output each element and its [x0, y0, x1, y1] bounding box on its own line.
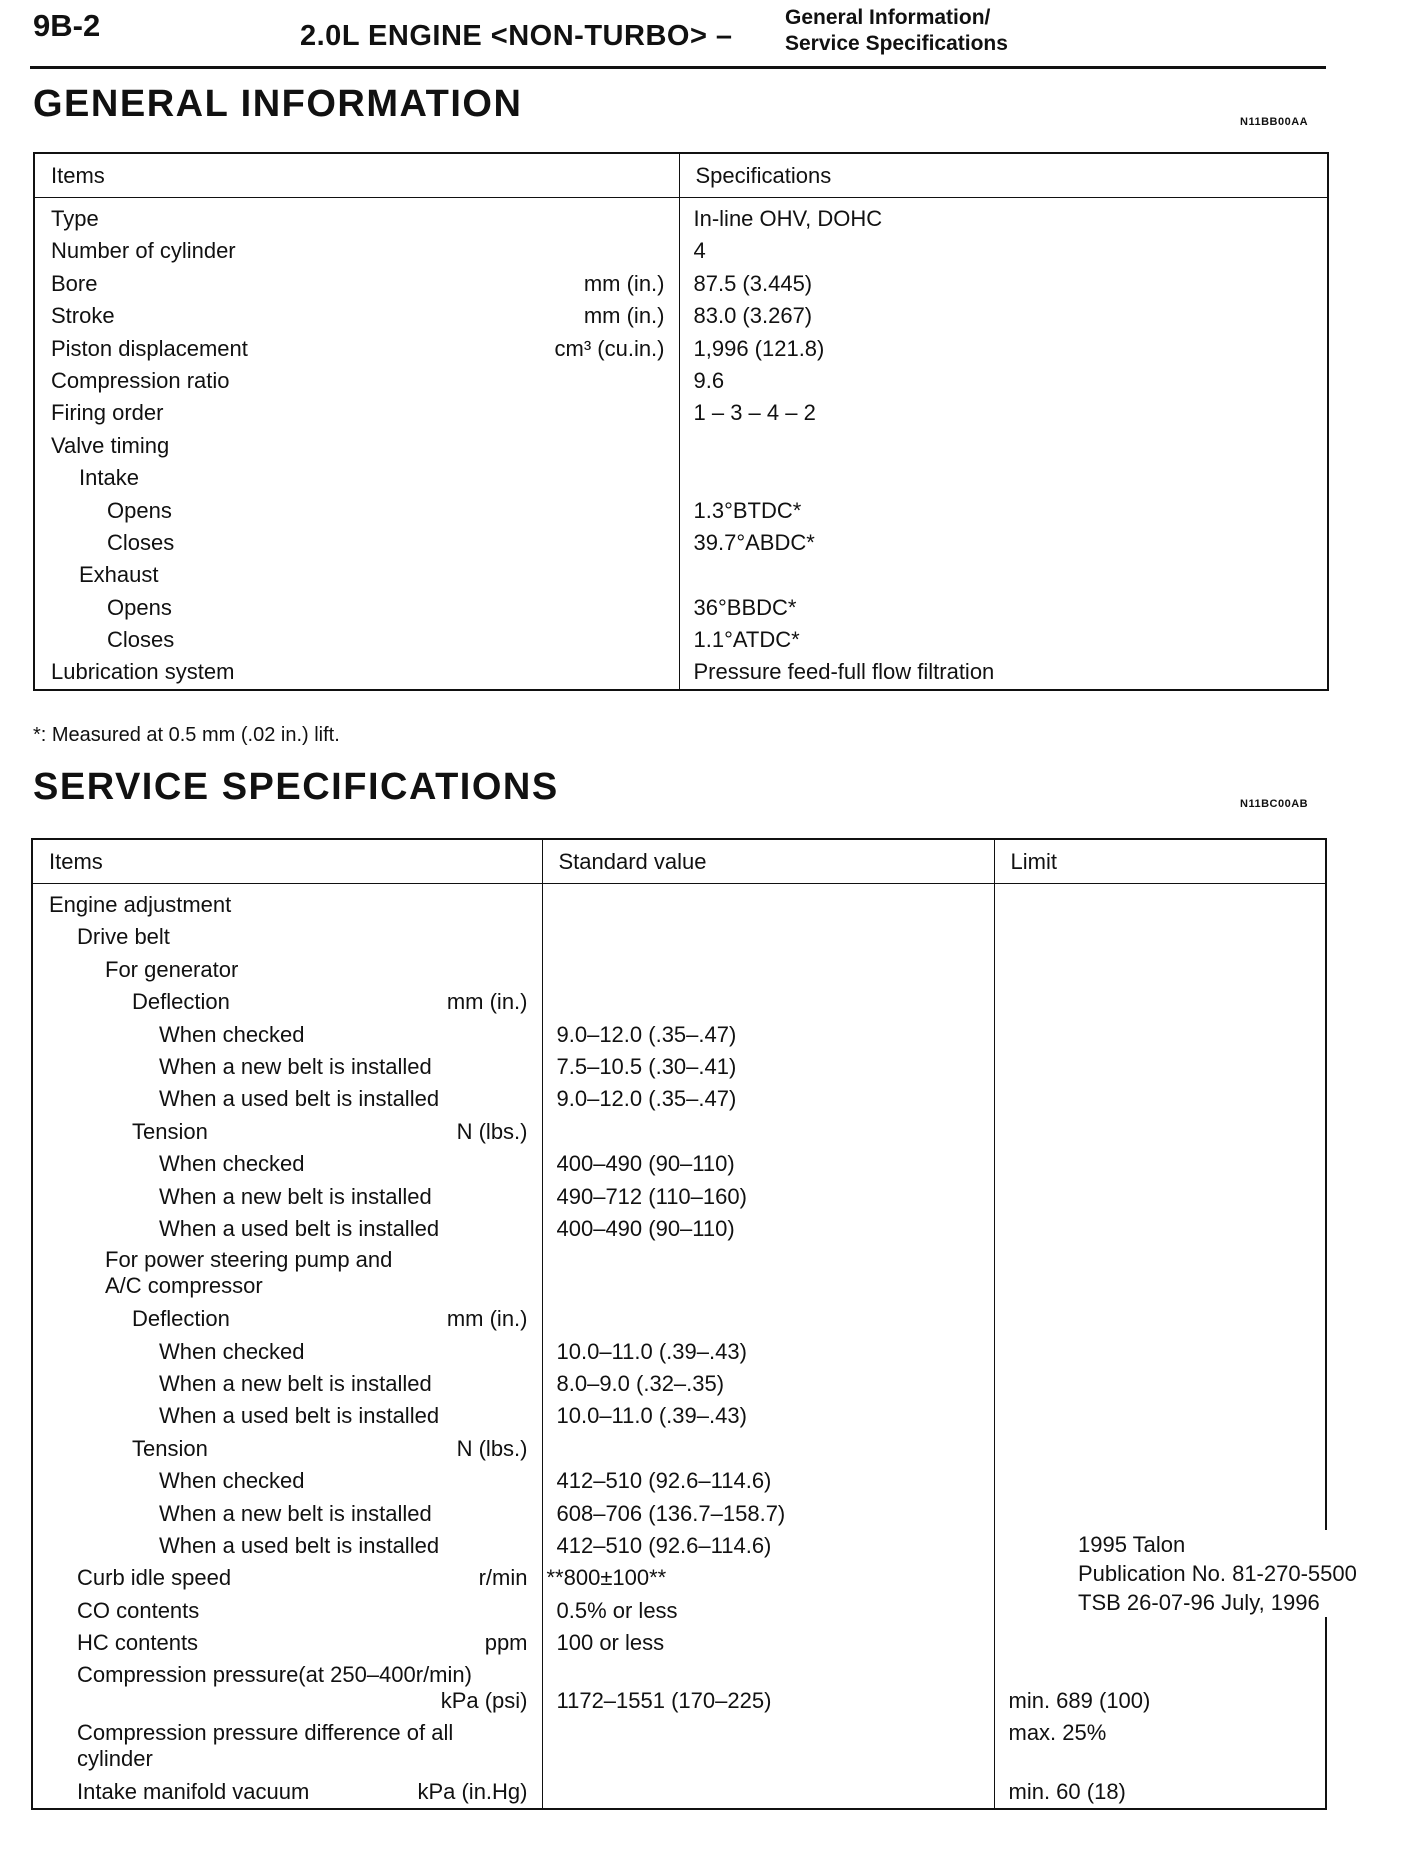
standard-value — [543, 1245, 994, 1303]
publication-number: Publication No. 81-270-5500 — [1078, 1561, 1357, 1586]
table-row-item — [35, 430, 679, 462]
standard-value: 9.0–12.0 (.35–.47) — [556, 1021, 737, 1047]
standard-value: 9.0–12.0 (.35–.47) — [556, 1086, 737, 1112]
item-unit: mm (in.) — [583, 270, 665, 296]
limit-value — [995, 889, 1326, 921]
standard-value — [543, 1776, 994, 1808]
item-label: When checked — [159, 1021, 305, 1047]
limit-value — [995, 1627, 1326, 1659]
spec-value: 36°BBDC* — [693, 594, 797, 620]
item-label: Bore — [51, 270, 98, 296]
spec-value — [680, 462, 1328, 494]
item-label: When checked — [159, 1151, 305, 1177]
item-label: Compression pressure(at 250–400r/min) — [77, 1661, 472, 1687]
item-label: Lubrication system — [51, 659, 235, 685]
item-label: Curb idle speed — [77, 1565, 232, 1591]
item-label: Valve timing — [51, 432, 170, 458]
spec-value — [680, 559, 1328, 591]
table-row-item — [33, 1530, 542, 1562]
standard-value — [543, 1718, 994, 1776]
items-column — [34, 198, 679, 690]
table-row-item — [33, 1245, 542, 1303]
item-label: Closes — [107, 529, 175, 555]
standard-value — [543, 986, 994, 1018]
section-title — [785, 5, 1008, 57]
item-label: Drive belt — [77, 924, 170, 950]
table-row-item — [33, 1083, 542, 1115]
spec-value: 1 – 3 – 4 – 2 — [693, 400, 816, 426]
limit-value: min. 689 (100) — [1008, 1687, 1151, 1713]
item-label: When a used belt is installed — [159, 1403, 440, 1429]
general-info-body — [34, 198, 1328, 690]
table-row-item — [33, 1400, 542, 1432]
item-label: Tension — [132, 1118, 208, 1144]
table-row-item — [33, 1336, 542, 1368]
table-row-item — [33, 1562, 542, 1594]
table-row-item — [33, 1303, 542, 1335]
item-label: For generator — [105, 956, 239, 982]
standard-value: **800±100** — [546, 1565, 667, 1591]
table-row-item — [33, 1718, 542, 1776]
limit-value — [995, 1213, 1326, 1245]
item-unit: r/min — [478, 1565, 528, 1591]
section-title-line1: General Information/ — [785, 6, 991, 29]
items-column-header: Items — [34, 153, 679, 198]
standard-value: 412–510 (92.6–114.6) — [556, 1533, 772, 1559]
limit-value — [995, 954, 1326, 986]
standard-value: 8.0–9.0 (.32–.35) — [556, 1371, 725, 1397]
table-row-item — [35, 495, 679, 527]
spec-value: 9.6 — [693, 367, 725, 393]
standard-column-header: Standard value — [542, 839, 994, 884]
table-row-item — [35, 397, 679, 429]
limit-value: max. 25% — [1008, 1719, 1107, 1745]
items-column-header: Items — [32, 839, 542, 884]
item-label: When checked — [159, 1468, 305, 1494]
section-title-line2: Service Specifications — [785, 32, 1008, 55]
table-header-row — [32, 839, 1326, 884]
table-row-item — [33, 1116, 542, 1148]
item-label: When a used belt is installed — [159, 1215, 440, 1241]
item-label: Compression ratio — [51, 367, 230, 393]
item-label: Tension — [132, 1435, 208, 1461]
item-unit: mm (in.) — [446, 1306, 528, 1332]
item-label: Type — [51, 206, 99, 231]
publication-info — [1072, 1530, 1363, 1617]
standard-value — [543, 954, 994, 986]
limit-value — [995, 1181, 1326, 1213]
table-row-item — [35, 365, 679, 397]
table-row-item — [35, 462, 679, 494]
item-unit: mm (in.) — [446, 989, 528, 1015]
limit-column-header: Limit — [994, 839, 1326, 884]
spec-value: In-line OHV, DOHC — [693, 206, 883, 231]
table-row-item — [35, 527, 679, 559]
item-label: When checked — [159, 1338, 305, 1364]
table-row-item — [33, 986, 542, 1018]
item-label: Stroke — [51, 303, 115, 329]
specs-column — [679, 198, 1328, 690]
item-label: When a new belt is installed — [159, 1053, 432, 1079]
item-label: Opens — [107, 594, 172, 620]
limit-column — [994, 884, 1326, 1809]
header-divider — [30, 66, 1326, 69]
standard-column — [542, 884, 994, 1809]
item-label: Deflection — [132, 989, 230, 1015]
chapter-title: 2.0L ENGINE <NON-TURBO> – — [300, 20, 733, 52]
table-row-item — [35, 592, 679, 624]
table-row-item — [33, 1213, 542, 1245]
spec-value: 83.0 (3.267) — [693, 303, 813, 329]
limit-value — [995, 1051, 1326, 1083]
item-unit: kPa (psi) — [440, 1687, 528, 1713]
standard-value: 10.0–11.0 (.39–.43) — [556, 1403, 747, 1429]
item-label: When a used belt is installed — [159, 1533, 440, 1559]
table-row-item — [33, 1148, 542, 1180]
limit-value — [995, 1433, 1326, 1465]
item-label: For power steering pump and A/C compressor — [105, 1247, 393, 1299]
spec-value: 1.1°ATDC* — [693, 627, 800, 653]
standard-value — [543, 1303, 994, 1335]
table-row-item — [33, 954, 542, 986]
table-row-item — [33, 1465, 542, 1497]
item-label: When a new belt is installed — [159, 1371, 432, 1397]
item-label: Number of cylinder — [51, 238, 236, 264]
publication-vehicle: 1995 Talon — [1078, 1532, 1186, 1557]
general-info-table — [33, 152, 1329, 691]
spec-value — [680, 430, 1328, 462]
item-label: When a new belt is installed — [159, 1500, 432, 1526]
standard-value: 10.0–11.0 (.39–.43) — [556, 1338, 747, 1364]
table-row-item — [35, 203, 679, 235]
limit-value — [995, 1116, 1326, 1148]
limit-value — [995, 1303, 1326, 1335]
spec-value: Pressure feed-full flow filtration — [693, 659, 995, 685]
item-label: CO contents — [77, 1597, 200, 1623]
table-row-item — [33, 1660, 542, 1718]
table-row-item — [35, 300, 679, 332]
page-id: 9B-2 — [33, 8, 101, 43]
table-row-item — [33, 1595, 542, 1627]
standard-value: 608–706 (136.7–158.7) — [556, 1500, 786, 1526]
limit-value — [995, 1083, 1326, 1115]
item-label: Opens — [107, 497, 172, 523]
table-row-item — [33, 1627, 542, 1659]
item-unit: ppm — [484, 1630, 528, 1656]
standard-value: 490–712 (110–160) — [556, 1183, 747, 1209]
limit-value — [995, 1245, 1326, 1303]
table-row-item — [33, 1433, 542, 1465]
limit-value — [995, 1368, 1326, 1400]
service-specs-body — [32, 884, 1326, 1809]
item-label: Deflection — [132, 1306, 230, 1332]
table-row-item — [35, 268, 679, 300]
item-unit: kPa (in.Hg) — [417, 1778, 528, 1804]
spec-value: 39.7°ABDC* — [693, 529, 815, 555]
limit-value — [995, 1400, 1326, 1432]
table-row-item — [33, 921, 542, 953]
item-label: Engine adjustment — [49, 892, 232, 917]
publication-tsb: TSB 26-07-96 July, 1996 — [1078, 1590, 1320, 1615]
item-label: Compression pressure difference of all cylinder — [77, 1719, 454, 1771]
item-unit: mm (in.) — [583, 303, 665, 329]
table-row-item — [33, 1498, 542, 1530]
table-row-item — [33, 1368, 542, 1400]
items-column — [32, 884, 542, 1809]
standard-value — [543, 1116, 994, 1148]
item-label: Piston displacement — [51, 335, 248, 361]
table-row-item — [35, 656, 679, 688]
table-row-item — [33, 1051, 542, 1083]
service-specs-table — [31, 838, 1327, 1810]
standard-value — [543, 889, 994, 921]
item-label: Closes — [107, 627, 175, 653]
item-label: HC contents — [77, 1630, 199, 1656]
general-info-heading: GENERAL INFORMATION — [33, 83, 523, 125]
table-row-item — [35, 235, 679, 267]
standard-value: 1172–1551 (170–225) — [556, 1687, 772, 1713]
limit-value: min. 60 (18) — [1008, 1778, 1126, 1804]
item-label: Intake — [79, 465, 139, 491]
limit-value — [995, 986, 1326, 1018]
table-row-item — [33, 1181, 542, 1213]
item-unit: N (lbs.) — [456, 1435, 528, 1461]
limit-value — [995, 1498, 1326, 1530]
table-row-item — [35, 624, 679, 656]
item-unit: cm³ (cu.in.) — [554, 335, 665, 361]
table-row-item — [33, 889, 542, 921]
table-row-item — [33, 1019, 542, 1051]
item-unit: N (lbs.) — [456, 1118, 528, 1144]
service-specs-heading: SERVICE SPECIFICATIONS — [33, 766, 559, 808]
general-info-code: N11BB00AA — [1240, 116, 1309, 128]
item-label: Intake manifold vacuum — [77, 1778, 310, 1804]
spec-value: 1,996 (121.8) — [693, 335, 825, 361]
standard-value: 400–490 (90–110) — [556, 1215, 735, 1241]
limit-value — [995, 1019, 1326, 1051]
item-label: When a new belt is installed — [159, 1183, 432, 1209]
limit-value — [995, 921, 1326, 953]
standard-value: 100 or less — [556, 1630, 665, 1656]
table-row-item — [35, 559, 679, 591]
item-label: When a used belt is installed — [159, 1086, 440, 1112]
limit-value — [995, 1465, 1326, 1497]
spec-value: 4 — [693, 238, 706, 264]
specs-column-header: Specifications — [679, 153, 1328, 198]
item-label: Firing order — [51, 400, 164, 426]
footnote: *: Measured at 0.5 mm (.02 in.) lift. — [33, 724, 340, 746]
standard-value — [543, 1433, 994, 1465]
spec-value: 87.5 (3.445) — [693, 270, 813, 296]
limit-value — [995, 1148, 1326, 1180]
service-specs-code: N11BC00AB — [1240, 798, 1309, 810]
limit-value — [995, 1336, 1326, 1368]
standard-value: 7.5–10.5 (.30–.41) — [556, 1053, 737, 1079]
standard-value — [543, 921, 994, 953]
standard-value: 412–510 (92.6–114.6) — [556, 1468, 772, 1494]
table-header-row — [34, 153, 1328, 198]
table-row-item — [33, 1776, 542, 1808]
standard-value: 0.5% or less — [556, 1597, 678, 1623]
standard-value: 400–490 (90–110) — [556, 1151, 735, 1177]
spec-value: 1.3°BTDC* — [693, 497, 802, 523]
table-row-item — [35, 333, 679, 365]
item-label: Exhaust — [79, 562, 159, 588]
